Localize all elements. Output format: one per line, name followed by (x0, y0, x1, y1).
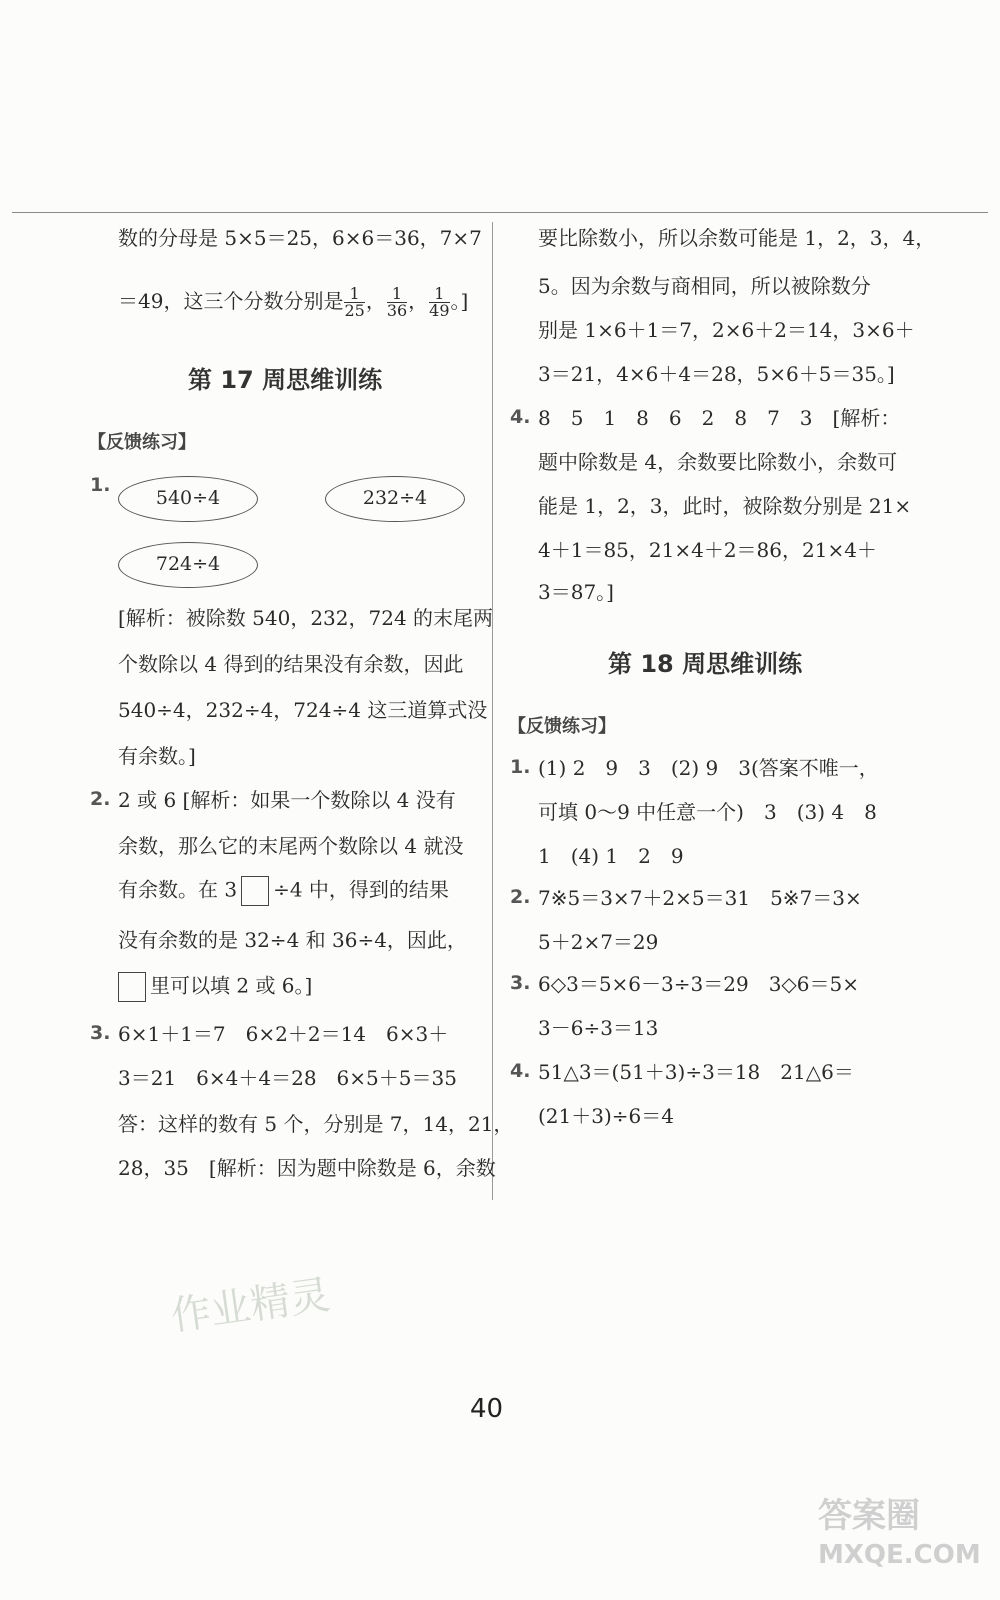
q1-line: [解析：被除数 540，232，724 的末尾两 (118, 606, 494, 630)
watermark-corner-logo: 答案圈 (818, 1496, 920, 1536)
feedback-tag-18: 【反馈练习】 (508, 716, 616, 737)
cont-line: 别是 1×6＋1＝7，2×6＋2＝14，3×6＋ (538, 318, 915, 342)
s18-q3-line: 3－6÷3＝13 (538, 1016, 659, 1040)
blank-box (241, 876, 269, 906)
s18-q4-line: (21＋3)÷6＝4 (538, 1104, 674, 1128)
q3-line: 3＝21 6×4＋4＝28 6×5＋5＝35 (118, 1066, 457, 1090)
watermark-mid: 作业精灵 (168, 1272, 333, 1340)
q3-line: 28，35 [解析：因为题中除数是 6，余数 (118, 1156, 496, 1180)
feedback-tag-17: 【反馈练习】 (88, 432, 196, 453)
fraction-1-36: $\frac{1}{36}$ (386, 284, 408, 320)
q4-line: 题中除数是 4，余数要比除数小，余数可 (538, 450, 898, 474)
oval-540-div-4: 540÷4 (118, 476, 258, 522)
column-divider (492, 222, 493, 1200)
q2-line-3: 有余数。在 3 ÷4 中，得到的结果 (118, 876, 449, 906)
top-rule (12, 212, 988, 213)
q1-line: 个数除以 4 得到的结果没有余数，因此 (118, 652, 464, 676)
cont-line: 3＝21，4×6＋4＝28，5×6＋5＝35。] (538, 362, 895, 386)
q3-line: 6×1＋1＝7 6×2＋2＝14 6×3＋ (118, 1022, 449, 1046)
intro-line-1: 数的分母是 5×5＝25，6×6＝36，7×7 (118, 226, 482, 250)
s18-q3-number: 3. (510, 972, 531, 994)
oval-724-div-4: 724÷4 (118, 542, 258, 588)
q2-line: 2 或 6 [解析：如果一个数除以 4 没有 (118, 788, 456, 812)
q1-number: 1. (90, 474, 111, 496)
cont-line: 5。因为余数与商相同，所以被除数分 (538, 274, 871, 298)
q4-number: 4. (510, 406, 531, 428)
blank-box (118, 972, 146, 1002)
s18-q2-line: 7※5＝3×7＋2×5＝31 5※7＝3× (538, 886, 862, 910)
q2-line-4: 没有余数的是 32÷4 和 36÷4，因此， (118, 928, 467, 952)
s18-q2-number: 2. (510, 886, 531, 908)
s18-q3-line: 6◇3＝5×6－3÷3＝29 3◇6＝5× (538, 972, 860, 996)
section-title-17: 第 17 周思维训练 (188, 366, 383, 394)
s18-q2-line: 5＋2×7＝29 (538, 930, 659, 954)
q3-line: 答：这样的数有 5 个，分别是 7，14，21， (118, 1112, 514, 1136)
s18-q1-line: 可填 0～9 中任意一个) 3 (3) 4 8 (538, 800, 877, 824)
section-title-18: 第 18 周思维训练 (608, 650, 803, 678)
s18-q4-number: 4. (510, 1060, 531, 1082)
q4-line: 能是 1，2，3，此时，被除数分别是 21× (538, 494, 912, 518)
q4-line: 8 5 1 8 6 2 8 7 3 [解析： (538, 406, 901, 430)
s18-q1-line: (1) 2 9 3 (2) 9 3(答案不唯一， (538, 756, 879, 780)
s18-q4-line: 51△3＝(51＋3)÷3＝18 21△6＝ (538, 1060, 854, 1084)
q2-line: 余数，那么它的末尾两个数除以 4 就没 (118, 834, 464, 858)
q2-line-5: 里可以填 2 或 6。] (118, 972, 312, 1002)
q4-line: 3＝87。] (538, 580, 614, 604)
s18-q1-number: 1. (510, 756, 531, 778)
fraction-1-25: $\frac{1}{25}$ (344, 284, 365, 320)
oval-232-div-4: 232÷4 (325, 476, 465, 522)
cont-line: 要比除数小，所以余数可能是 1，2，3，4， (538, 226, 936, 250)
intro-line-2: ＝49，这三个分数分别是 $\frac{1}{25}$ ， $\frac{1}{36}$ ， $\frac{1}{49}$ 。] (118, 284, 469, 320)
s18-q1-line: 1 (4) 1 2 9 (538, 844, 684, 868)
q2-number: 2. (90, 788, 111, 810)
q1-line: 540÷4，232÷4，724÷4 这三道算式没 (118, 698, 488, 722)
q1-line: 有余数。] (118, 744, 196, 768)
q4-line: 4＋1＝85，21×4＋2＝86，21×4＋ (538, 538, 877, 562)
page-number: 40 (470, 1394, 504, 1424)
fraction-1-49: $\frac{1}{49}$ (429, 284, 450, 320)
q3-number: 3. (90, 1022, 111, 1044)
watermark-corner-url: MXQE.COM (818, 1540, 981, 1570)
